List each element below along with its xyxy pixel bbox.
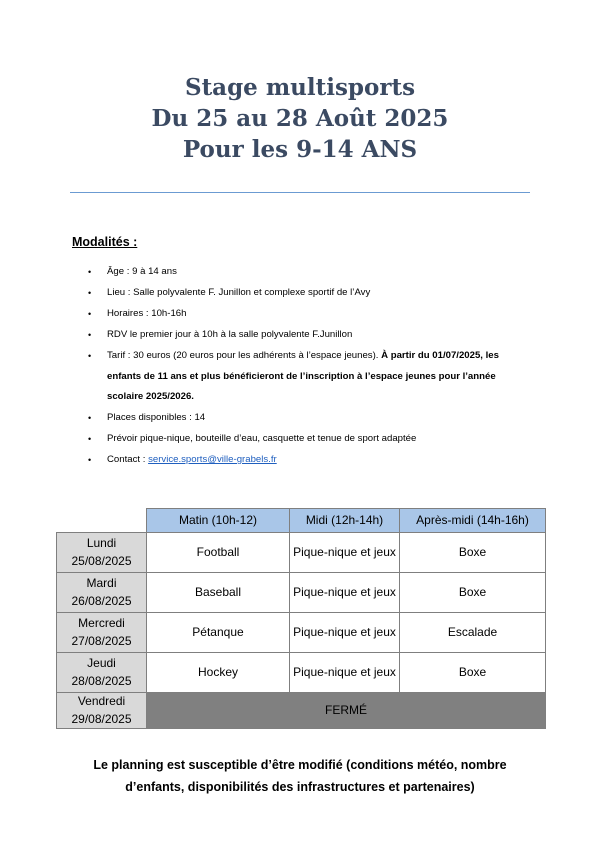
midi-cell: Pique-nique et jeux: [290, 613, 400, 653]
day-date: 26/08/2025: [71, 593, 132, 608]
table-row: [57, 653, 546, 693]
age-text: Âge : 9 à 14 ans: [107, 266, 177, 277]
bullet-icon: •: [88, 413, 92, 423]
title-line-2: Du 25 au 28 Août 2025: [151, 105, 449, 132]
rdv-text: RDV le premier jour à 10h à la salle polyvalente F.Junillon: [107, 329, 353, 340]
day-date: 25/08/2025: [71, 553, 132, 568]
list-item-rdv: [88, 325, 528, 346]
list-item-tarif: [88, 346, 528, 408]
apres-midi-cell: Boxe: [400, 573, 546, 613]
apres-midi-cell: Boxe: [400, 653, 546, 693]
day-cell: [57, 573, 147, 613]
matin-cell: Football: [147, 533, 290, 573]
contact-email-link[interactable]: service.sports@ville-grabels.fr: [148, 454, 277, 465]
table-row: [57, 573, 546, 613]
document-title: [0, 72, 600, 165]
header-empty-cell: [57, 509, 147, 533]
list-item-places: [88, 408, 528, 429]
matin-cell: Hockey: [147, 653, 290, 693]
day-name: Lundi: [86, 536, 117, 550]
midi-cell: Pique-nique et jeux: [290, 653, 400, 693]
matin-cell: Pétanque: [147, 613, 290, 653]
apres-midi-cell: Boxe: [400, 533, 546, 573]
bullet-icon: •: [88, 455, 92, 465]
footer-note: [40, 754, 560, 798]
list-item-lieu: [88, 283, 528, 304]
modalites-heading: Modalités :: [72, 235, 138, 249]
modalites-list: [88, 262, 528, 471]
day-cell: [57, 533, 147, 573]
list-item-age: [88, 262, 528, 283]
footer-line-2: d’enfants, disponibilités des infrastructures et partenaires): [125, 780, 475, 794]
places-text: Places disponibles : 14: [107, 412, 206, 423]
day-cell: [57, 693, 147, 729]
tarif-note: À partir du 01/07/2025, les enfants de 11 ans et plus bénéficieront de l’inscription à l’espace jeunes pour l’année scolaire 2025/2026.: [107, 350, 499, 402]
day-date: 27/08/2025: [71, 633, 132, 648]
day-name: Mercredi: [78, 616, 125, 630]
prevoir-text: Prévoir pique-nique, bouteille d’eau, casquette et tenue de sport adaptée: [107, 433, 417, 444]
contact-label: Contact :: [107, 454, 146, 465]
day-name: Jeudi: [87, 656, 116, 670]
midi-cell: Pique-nique et jeux: [290, 573, 400, 613]
day-name: Vendredi: [77, 694, 126, 708]
header-matin: Matin (10h-12): [147, 509, 290, 533]
title-line-3: Pour les 9-14 ANS: [182, 136, 418, 163]
header-apres-midi: Après-midi (14h-16h): [400, 509, 546, 533]
bullet-icon: •: [88, 267, 92, 277]
matin-cell: Baseball: [147, 573, 290, 613]
list-item-prevoir: [88, 429, 528, 450]
bullet-icon: •: [88, 309, 92, 319]
table-row-closed: [57, 693, 546, 729]
horaires-text: Horaires : 10h-16h: [107, 308, 187, 319]
closed-cell: FERMÉ: [147, 693, 546, 729]
day-cell: [57, 653, 147, 693]
header-midi: Midi (12h-14h): [290, 509, 400, 533]
day-date: 29/08/2025: [71, 711, 132, 726]
bullet-icon: •: [88, 434, 92, 444]
bullet-icon: •: [88, 330, 92, 340]
horizontal-divider: [70, 192, 530, 193]
midi-cell: Pique-nique et jeux: [290, 533, 400, 573]
apres-midi-cell: Escalade: [400, 613, 546, 653]
list-item-horaires: [88, 304, 528, 325]
day-name: Mardi: [86, 576, 117, 590]
bullet-icon: •: [88, 351, 92, 361]
planning-table: [56, 508, 546, 729]
table-header-row: [57, 509, 546, 533]
table-row: [57, 533, 546, 573]
lieu-text: Lieu : Salle polyvalente F. Junillon et complexe sportif de l’Avy: [107, 287, 371, 298]
footer-line-1: Le planning est susceptible d’être modifié (conditions météo, nombre: [93, 758, 507, 772]
title-line-1: Stage multisports: [184, 74, 416, 101]
tarif-text: Tarif : 30 euros (20 euros pour les adhérents à l’espace jeunes).: [107, 350, 379, 361]
table-row: [57, 613, 546, 653]
day-date: 28/08/2025: [71, 673, 132, 688]
bullet-icon: •: [88, 288, 92, 298]
list-item-contact: [88, 450, 528, 471]
day-cell: [57, 613, 147, 653]
